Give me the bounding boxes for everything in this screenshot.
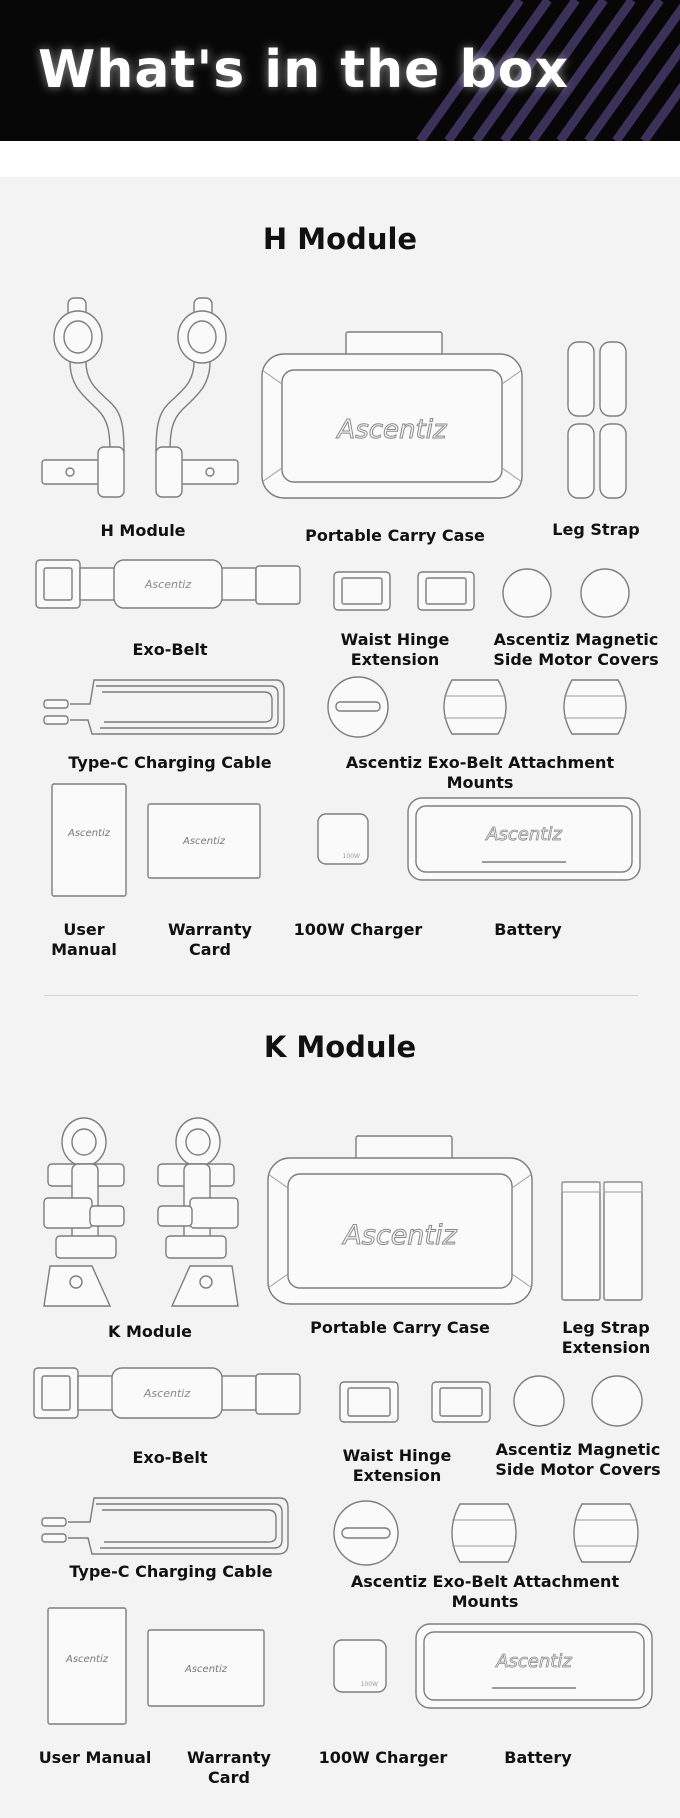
label-attachment-mounts: Ascentiz Exo-Belt Attachment Mounts — [345, 753, 615, 792]
svg-text:Ascentiz: Ascentiz — [496, 1651, 572, 1672]
brand-logo: Ascentiz — [337, 415, 447, 445]
svg-text:Ascentiz: Ascentiz — [486, 824, 562, 845]
svg-text:Ascentiz: Ascentiz — [68, 828, 110, 839]
section-title-k-module: K Module — [263, 1030, 417, 1064]
hero-banner — [0, 0, 680, 141]
svg-text:Ascentiz: Ascentiz — [343, 1220, 457, 1251]
label-motor-covers: Ascentiz Magnetic Side Motor Covers — [493, 630, 659, 669]
label-carry-case: Portable Carry Case — [305, 526, 485, 545]
exo-belt-illustration — [34, 556, 302, 612]
leg-strap-illustration — [566, 338, 630, 500]
label-charging-cable: Type-C Charging Cable — [69, 1562, 273, 1581]
svg-text:Ascentiz: Ascentiz — [144, 578, 192, 591]
header-spacer — [0, 141, 680, 177]
label-user-manual: User Manual — [38, 1748, 152, 1767]
label-motor-covers: Ascentiz Magnetic Side Motor Covers — [495, 1440, 661, 1479]
motor-covers-illustration — [500, 566, 632, 620]
label-charger: 100W Charger — [293, 920, 423, 939]
k-module-illustration — [36, 1116, 246, 1308]
section-title-h-module: H Module — [262, 222, 418, 256]
waist-hinge-illustration — [330, 566, 480, 614]
label-warranty-card: Warranty Card — [168, 920, 252, 959]
label-leg-strap-extension: Leg Strap Extension — [561, 1318, 651, 1357]
warranty-card-illustration — [146, 1628, 266, 1708]
charger-illustration — [332, 1638, 388, 1694]
label-k-module: K Module — [107, 1322, 193, 1341]
charging-cable-illustration — [38, 1494, 290, 1558]
svg-text:100W: 100W — [342, 853, 360, 860]
page-title: What's in the box — [38, 40, 569, 100]
charging-cable-illustration — [40, 676, 286, 738]
label-h-module: H Module — [100, 521, 186, 540]
label-waist-hinge: Waist Hinge Extension — [340, 630, 450, 669]
attachment-mounts-illustration — [330, 1498, 646, 1568]
svg-text:Ascentiz: Ascentiz — [66, 1654, 108, 1665]
warranty-card-illustration — [146, 802, 262, 880]
motor-covers-illustration — [512, 1372, 644, 1430]
svg-text:100W: 100W — [360, 1681, 378, 1688]
label-charging-cable: Type-C Charging Cable — [68, 753, 272, 772]
label-battery: Battery — [494, 920, 562, 939]
label-exo-belt: Exo-Belt — [132, 1448, 208, 1467]
label-warranty-card: Warranty Card — [187, 1748, 271, 1787]
battery-illustration — [414, 1622, 654, 1710]
label-battery: Battery — [504, 1748, 572, 1767]
svg-text:Ascentiz: Ascentiz — [183, 836, 225, 847]
battery-illustration — [406, 796, 642, 882]
section-divider — [44, 995, 638, 996]
svg-text:Ascentiz: Ascentiz — [185, 1664, 227, 1675]
label-waist-hinge: Waist Hinge Extension — [342, 1446, 452, 1485]
attachment-mounts-illustration — [324, 674, 640, 740]
exo-belt-illustration — [32, 1364, 302, 1422]
label-attachment-mounts: Ascentiz Exo-Belt Attachment Mounts — [350, 1572, 620, 1611]
charger-illustration — [316, 812, 370, 866]
user-manual-illustration — [46, 1606, 128, 1726]
carry-case-illustration — [264, 1134, 536, 1308]
waist-hinge-illustration — [336, 1376, 496, 1426]
leg-strap-extension-illustration — [560, 1180, 646, 1302]
h-module-illustration — [40, 292, 240, 502]
user-manual-illustration — [50, 782, 128, 898]
label-charger: 100W Charger — [318, 1748, 448, 1767]
carry-case-illustration — [258, 330, 526, 502]
label-carry-case: Portable Carry Case — [310, 1318, 490, 1337]
label-leg-strap: Leg Strap — [552, 520, 640, 539]
svg-text:Ascentiz: Ascentiz — [143, 1387, 191, 1400]
label-user-manual: User Manual — [51, 920, 117, 959]
label-exo-belt: Exo-Belt — [132, 640, 208, 659]
